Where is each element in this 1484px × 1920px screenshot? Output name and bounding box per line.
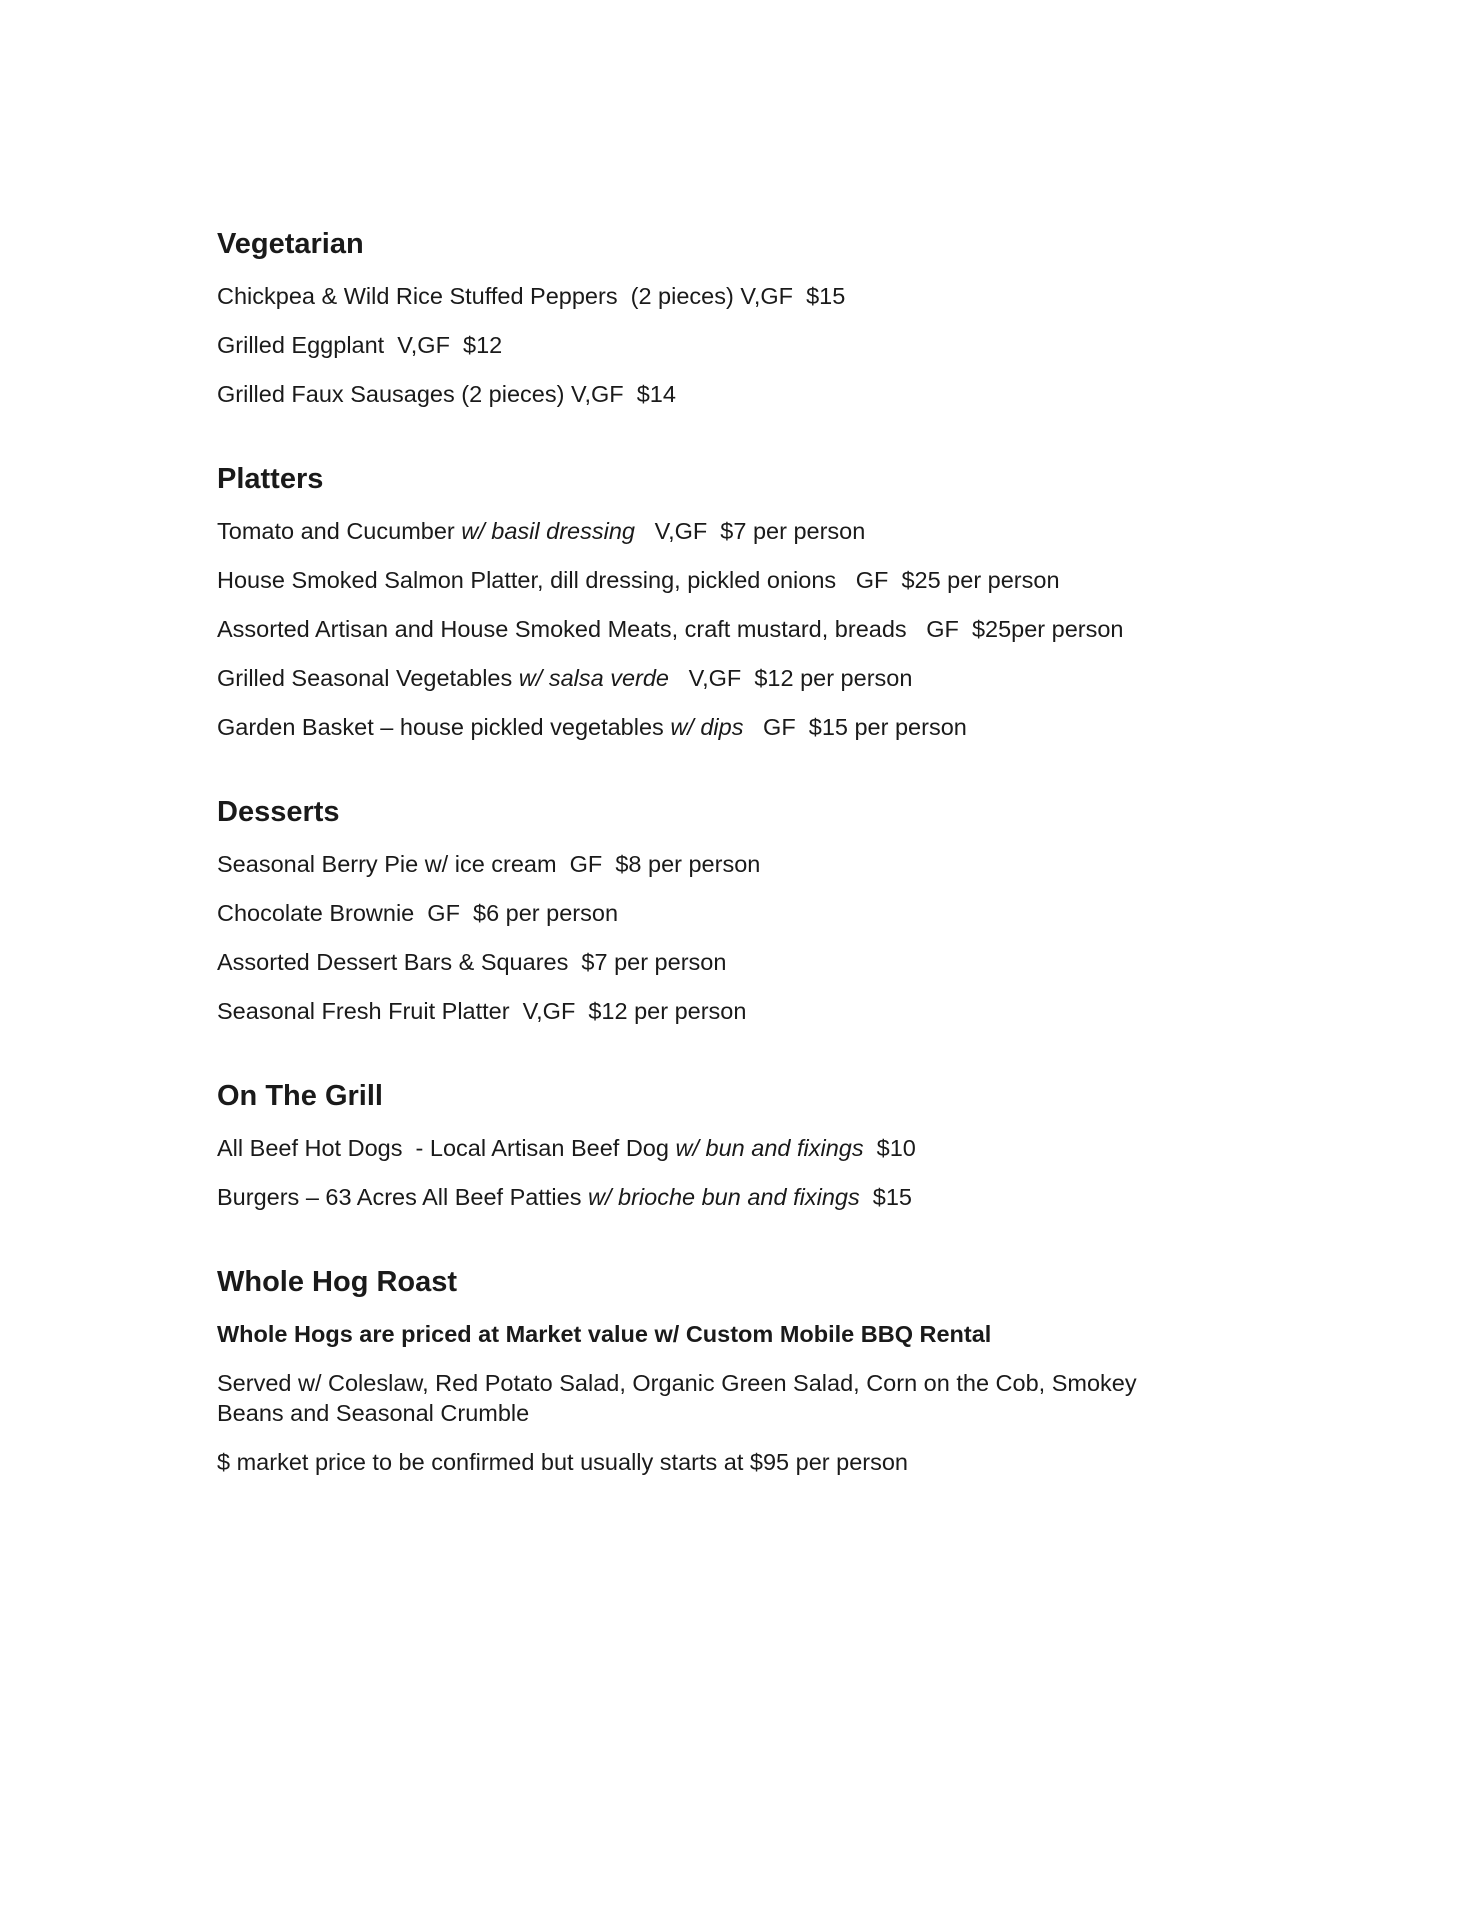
menu-item <box>217 663 1277 693</box>
menu-item <box>217 281 1277 311</box>
menu-item-text: Garden Basket – house pickled vegetables <box>217 714 671 740</box>
menu-item-text: Assorted Dessert Bars & Squares $7 per person <box>217 949 727 975</box>
menu-item-text: $15 <box>859 1184 912 1210</box>
menu-item-text: Grilled Seasonal Vegetables <box>217 665 519 691</box>
menu-item <box>217 947 1277 977</box>
menu-item <box>217 1447 1277 1477</box>
menu-item-note: w/ basil dressing <box>461 518 635 544</box>
menu-item-text: Served w/ Coleslaw, Red Potato Salad, Organic Green Salad, Corn on the Cob, Smokey Beans and Seasonal Crumble <box>217 1370 1137 1426</box>
menu-item <box>217 1182 1277 1212</box>
menu-item-text: $ market price to be confirmed but usually starts at $95 per person <box>217 1449 908 1475</box>
menu-item-note: w/ salsa verde <box>518 665 669 691</box>
menu-item <box>217 565 1277 595</box>
menu-section-on-the-grill <box>217 1076 1277 1212</box>
menu-section-whole-hog-roast <box>217 1262 1277 1477</box>
menu-item-text: Grilled Eggplant V,GF $12 <box>217 332 503 358</box>
menu-item-text: Seasonal Berry Pie w/ ice cream GF $8 per person <box>217 851 761 877</box>
menu-item-text: Chickpea & Wild Rice Stuffed Peppers (2 pieces) V,GF $15 <box>217 283 846 309</box>
menu-item <box>217 1319 1277 1349</box>
menu-item <box>217 898 1277 928</box>
menu-item <box>217 614 1277 644</box>
menu-item <box>217 712 1277 742</box>
menu-item <box>217 849 1277 879</box>
menu-section-vegetarian <box>217 224 1277 409</box>
menu-item-text: GF $15 per person <box>743 714 967 740</box>
menu-item <box>217 379 1277 409</box>
menu-item-text: $10 <box>863 1135 916 1161</box>
menu-item-text: V,GF $7 per person <box>634 518 866 544</box>
menu-item-note: w/ bun and fixings <box>675 1135 864 1161</box>
menu-item-text: Chocolate Brownie GF $6 per person <box>217 900 619 926</box>
menu-item <box>217 330 1277 360</box>
menu-item <box>217 1133 1277 1163</box>
menu-page <box>217 224 1277 1527</box>
menu-item-text: House Smoked Salmon Platter, dill dressing, pickled onions GF $25 per person <box>217 567 1060 593</box>
menu-item-text: Grilled Faux Sausages (2 pieces) V,GF $14 <box>217 381 676 407</box>
menu-item-text: Whole Hogs are priced at Market value w/ Custom Mobile BBQ Rental <box>217 1321 992 1347</box>
menu-item <box>217 996 1277 1026</box>
menu-item <box>217 516 1277 546</box>
menu-section-platters <box>217 459 1277 742</box>
section-title: Whole Hog Roast <box>217 1266 458 1298</box>
menu-item-note: w/ dips <box>670 714 744 740</box>
menu-item <box>217 1368 1197 1428</box>
section-title: Desserts <box>217 796 340 828</box>
menu-item-text: Seasonal Fresh Fruit Platter V,GF $12 per person <box>217 998 747 1024</box>
menu-section-desserts <box>217 792 1277 1026</box>
menu-item-text: V,GF $12 per person <box>669 665 913 691</box>
menu-item-text: All Beef Hot Dogs - Local Artisan Beef Dog <box>217 1135 676 1161</box>
section-title: On The Grill <box>217 1080 383 1112</box>
section-title: Platters <box>217 463 324 495</box>
menu-item-note: w/ brioche bun and fixings <box>587 1184 860 1210</box>
menu-item-text: Assorted Artisan and House Smoked Meats, craft mustard, breads GF $25per person <box>217 616 1124 642</box>
menu-item-text: Tomato and Cucumber <box>217 518 462 544</box>
section-title: Vegetarian <box>217 228 364 260</box>
menu-item-text: Burgers – 63 Acres All Beef Patties <box>217 1184 588 1210</box>
